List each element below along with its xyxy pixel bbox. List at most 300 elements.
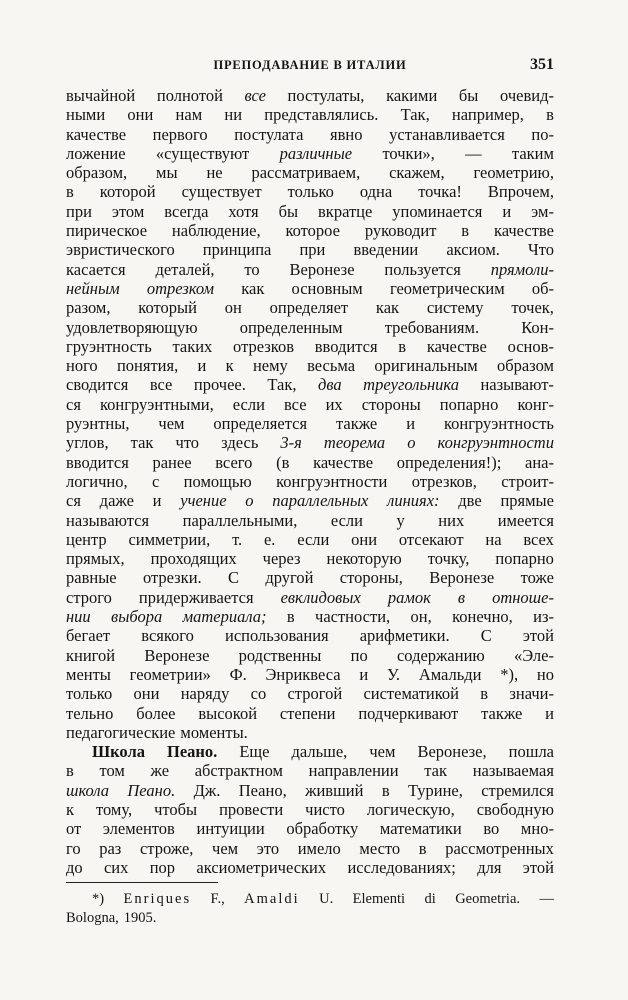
word: явно: [330, 124, 363, 144]
text-line: [66, 646, 554, 665]
word: который: [138, 298, 197, 318]
word: то: [244, 259, 260, 279]
text-line: [66, 588, 554, 607]
word: имело: [297, 838, 341, 858]
word: в: [286, 607, 295, 627]
text-line: [66, 800, 554, 819]
word: прямых,: [66, 549, 125, 569]
word: *),: [500, 664, 519, 684]
word: частности,: [315, 607, 391, 627]
word: называются: [66, 510, 150, 530]
text-line: [66, 665, 554, 684]
text-line: [66, 530, 554, 549]
word: отсекают: [398, 529, 464, 549]
word: конечно,: [452, 607, 513, 627]
text-line: [66, 240, 554, 259]
word: если: [330, 510, 363, 530]
word: качестве: [66, 124, 127, 144]
word: ни: [224, 105, 243, 125]
text-line: [66, 568, 554, 587]
text-line: [66, 105, 554, 124]
word: ранее: [152, 452, 192, 472]
word: в: [418, 838, 427, 858]
word: степени: [279, 703, 336, 723]
word: углов,: [66, 433, 109, 453]
text-line: [66, 356, 554, 375]
word: конгруэнтности: [437, 433, 554, 453]
word: введении: [353, 240, 419, 260]
word: педагогические: [66, 722, 176, 742]
word: ного: [66, 356, 98, 376]
word: ана-: [525, 452, 554, 472]
word: разом,: [66, 298, 111, 318]
word: первого: [152, 124, 208, 144]
word: при: [66, 201, 92, 221]
word: в: [546, 105, 554, 125]
word: во: [483, 819, 500, 839]
word: di: [424, 891, 436, 907]
word: упоминается: [392, 201, 483, 221]
text-line: [66, 375, 554, 394]
text-line: [66, 453, 554, 472]
word: абстрактном: [194, 761, 283, 781]
word: (в: [276, 452, 290, 472]
word: оригинальным: [374, 356, 478, 376]
word: какими: [386, 86, 438, 105]
word: через: [262, 549, 301, 569]
word: он: [224, 298, 242, 318]
text-line: [66, 144, 554, 163]
word: деталей,: [155, 259, 215, 279]
word: Веронезе,: [417, 742, 487, 762]
word: все: [283, 394, 307, 414]
word: придерживается: [138, 587, 254, 607]
word: только: [287, 182, 334, 202]
word: и: [152, 491, 162, 511]
word: «существуют: [155, 143, 250, 163]
word: их: [325, 394, 343, 414]
word: тому,: [96, 799, 133, 819]
word: отрезки.: [142, 568, 202, 588]
word: прямые: [500, 491, 554, 511]
word: основ-: [507, 336, 554, 356]
word: как: [241, 278, 265, 298]
word: у: [396, 510, 405, 530]
text-line: [66, 742, 554, 761]
word: рассмотренных: [445, 838, 554, 858]
text-line: [66, 723, 554, 742]
word: очевид-: [500, 86, 554, 105]
word: со: [250, 684, 267, 704]
word: Elementi: [352, 891, 406, 907]
word: попарно: [495, 549, 554, 569]
word: но: [536, 664, 554, 684]
word: здесь: [221, 433, 259, 453]
word: —: [539, 891, 554, 907]
word: они: [351, 529, 378, 549]
word: хотя: [228, 201, 259, 221]
word: параллельными,: [182, 510, 298, 530]
word: обработку: [286, 819, 359, 839]
word: школа: [66, 780, 110, 800]
word: к: [225, 356, 234, 376]
word: арифметики.: [359, 626, 450, 646]
word: стороны: [361, 394, 421, 414]
word: элементов: [102, 819, 175, 839]
word: ными: [66, 105, 106, 125]
word: провести: [219, 799, 284, 819]
word: логично,: [66, 471, 128, 491]
word: строгой: [287, 684, 343, 704]
running-head: ПРЕПОДАВАНИЕ В ИТАЛИИ: [213, 58, 407, 72]
word: —: [465, 143, 482, 163]
word: отрезков: [233, 336, 295, 356]
word: которой: [99, 182, 156, 202]
word: конг-: [517, 394, 554, 414]
word: груэнтность: [66, 336, 152, 356]
text-line: [66, 684, 554, 703]
word: на: [485, 529, 502, 549]
word: полнотой: [156, 86, 223, 105]
text-line: [66, 781, 554, 800]
word: геометрии»: [129, 664, 211, 684]
word: эм-: [531, 201, 554, 221]
word: с: [151, 471, 160, 491]
text-line: [66, 163, 554, 182]
word: Кон-: [521, 317, 554, 337]
word: вычайной: [66, 86, 136, 105]
word: нему: [252, 356, 288, 376]
word: Так,: [400, 105, 430, 125]
word: понятия,: [116, 356, 179, 376]
word: проходящих: [150, 549, 237, 569]
word: он,: [410, 607, 432, 627]
word: все: [149, 375, 173, 395]
word: Что: [528, 240, 554, 260]
word: по: [350, 645, 368, 665]
text-line: [66, 337, 554, 356]
word: существует: [181, 182, 262, 202]
word: что: [175, 433, 200, 453]
word: таким: [511, 143, 554, 163]
text-line: [66, 511, 554, 530]
word: сводится: [66, 375, 129, 395]
word: помощью: [183, 471, 252, 491]
word: как: [375, 298, 400, 318]
word: наряду: [180, 684, 230, 704]
word: Так,: [267, 375, 297, 395]
word: Пеано.: [167, 742, 218, 762]
word: принципа: [202, 240, 272, 260]
word: Энриквеса: [265, 664, 341, 684]
word: пор: [149, 857, 176, 877]
word: т.: [232, 529, 243, 549]
word: нейным: [66, 278, 120, 298]
word: Amaldi: [244, 891, 300, 907]
word: стремился: [481, 780, 554, 800]
word: и: [502, 201, 512, 221]
word: это: [256, 838, 280, 858]
word: моменты.: [180, 722, 248, 742]
word: использования: [225, 626, 329, 646]
word: определяет: [269, 298, 349, 318]
word: Турине,: [407, 780, 463, 800]
word: содержанию: [396, 645, 485, 665]
word: материала;: [182, 607, 267, 627]
word: симметрии,: [128, 529, 211, 549]
word: также: [335, 414, 378, 434]
word: пользуется: [384, 259, 461, 279]
word: живший: [305, 780, 364, 800]
word: место: [359, 838, 401, 858]
word: таких: [172, 336, 213, 356]
text-line: [66, 221, 554, 240]
word: этой: [522, 857, 554, 877]
text-line: [66, 202, 554, 221]
word: Веронезе: [289, 259, 355, 279]
word: руэнтны,: [66, 414, 130, 434]
word: если: [297, 529, 330, 549]
word: мно-: [520, 819, 554, 839]
text-line: [66, 395, 554, 414]
word: например,: [451, 105, 524, 125]
text-line: [66, 626, 554, 645]
word: в: [381, 780, 390, 800]
word: интуиции: [196, 819, 265, 839]
word: этой: [522, 626, 554, 646]
word: имеется: [497, 510, 554, 530]
word: логическую,: [366, 799, 455, 819]
word: книгой: [66, 645, 116, 665]
word: для: [477, 857, 502, 877]
word: го: [66, 838, 81, 858]
word: чисто: [305, 799, 345, 819]
word: если: [232, 394, 265, 414]
word: нии: [66, 607, 91, 627]
word: нам: [175, 105, 203, 125]
word: строже,: [139, 838, 194, 858]
word: образом,: [66, 163, 128, 183]
word: конгруэнтности: [276, 471, 388, 491]
word: о: [407, 433, 416, 453]
word: определенным: [239, 317, 343, 337]
word: U.: [319, 891, 334, 907]
word: другой: [265, 568, 314, 588]
word: подчеркивают: [358, 703, 459, 723]
word: чем: [158, 414, 185, 434]
word: Geometria.: [455, 891, 521, 907]
word: которое: [285, 221, 340, 241]
word: F.,: [210, 891, 225, 907]
word: эвристического: [66, 240, 175, 260]
word: более: [136, 703, 176, 723]
word: значи-: [509, 684, 554, 704]
text-line: [66, 472, 554, 491]
word: бы: [278, 201, 299, 221]
word: раз: [99, 838, 122, 858]
word: *): [92, 891, 105, 907]
word: точку,: [427, 549, 470, 569]
word: касается: [66, 259, 126, 279]
word: пошла: [508, 742, 554, 762]
word: всегда: [164, 201, 209, 221]
word: точки»,: [382, 143, 435, 163]
word: 1905.: [123, 910, 157, 926]
word: и: [406, 414, 416, 434]
word: прочее.: [193, 375, 246, 395]
word: пирическое: [66, 221, 148, 241]
word: удовлетворяющую: [66, 317, 198, 337]
word: одна: [359, 182, 393, 202]
word: и: [197, 356, 207, 376]
word: строго: [66, 587, 112, 607]
word: евклидовых: [280, 587, 361, 607]
word: родственны: [238, 645, 322, 665]
word: бегает: [66, 626, 111, 646]
word: наблюдение,: [171, 221, 261, 241]
footnote-rule: [66, 882, 218, 883]
word: только: [66, 684, 113, 704]
word: постулата: [234, 124, 304, 144]
word: исследованиях;: [347, 857, 456, 877]
word: равные: [66, 568, 117, 588]
word: качестве: [426, 336, 487, 356]
word: в: [457, 587, 466, 607]
word: Пеано.: [127, 780, 176, 800]
word: не: [206, 163, 223, 183]
word: точка!: [418, 182, 462, 202]
word: математики: [379, 819, 462, 839]
word: ложение: [66, 143, 126, 163]
word: С: [480, 626, 492, 646]
word: они: [133, 684, 160, 704]
page-header: [66, 52, 554, 78]
word: отрезком: [146, 278, 215, 298]
word: так: [130, 433, 154, 453]
word: дальше,: [291, 742, 348, 762]
word: Пеано,: [238, 780, 287, 800]
word: тельно: [66, 703, 114, 723]
word: Ф.: [229, 664, 247, 684]
word: от: [66, 819, 82, 839]
word: аксиом.: [446, 240, 500, 260]
word: бы: [458, 86, 479, 105]
word: рамок: [387, 587, 431, 607]
word: Еще: [239, 742, 270, 762]
word: и: [545, 703, 554, 723]
text-line: [66, 86, 554, 105]
text-line: [66, 761, 554, 780]
text-line: [66, 414, 554, 433]
word: учение: [180, 491, 227, 511]
word: параллельных: [272, 491, 369, 511]
word: тоже: [520, 568, 554, 588]
word: точек,: [511, 298, 554, 318]
word: треугольника: [363, 375, 459, 395]
text-line: [66, 549, 554, 568]
text-line: [66, 125, 554, 144]
word: из-: [533, 607, 554, 627]
text-line: [66, 491, 554, 510]
word: Впрочем,: [487, 182, 554, 202]
word: отноше-: [492, 587, 554, 607]
word: определения!);: [396, 452, 502, 472]
word: Веронезе: [429, 568, 495, 588]
word: скажем,: [389, 163, 445, 183]
text-line: [66, 607, 554, 626]
word: ся: [66, 394, 81, 414]
word: выбора: [111, 607, 163, 627]
text-line: [66, 318, 554, 337]
word: устанавливается: [389, 124, 505, 144]
word: вводится: [314, 336, 378, 356]
word: так: [424, 761, 448, 781]
word: мы: [156, 163, 178, 183]
word: представлялись.: [264, 105, 379, 125]
word: прямоли-: [490, 259, 554, 279]
word: систематикой: [363, 684, 459, 704]
word: чем: [369, 742, 396, 762]
word: к: [66, 799, 75, 819]
word: о: [245, 491, 254, 511]
footnote: [66, 890, 554, 928]
word: в: [398, 336, 407, 356]
word: геометрическим: [389, 278, 505, 298]
word: же: [150, 761, 170, 781]
word: менты: [66, 664, 111, 684]
word: называемая: [472, 761, 554, 781]
word: высокой: [198, 703, 258, 723]
word: Веронезе: [144, 645, 210, 665]
word: всего: [215, 452, 253, 472]
word: том: [99, 761, 125, 781]
word: Bologna,: [66, 910, 119, 926]
word: постулаты,: [287, 86, 365, 105]
word: вкратце: [318, 201, 373, 221]
word: 3-я: [280, 433, 302, 453]
word: весьма: [307, 356, 356, 376]
word: всякого: [141, 626, 194, 646]
word: требованиям.: [384, 317, 480, 337]
word: строит-: [501, 471, 554, 491]
word: основным: [291, 278, 363, 298]
word: попарно: [439, 394, 499, 414]
word: отрезков,: [411, 471, 477, 491]
word: в: [480, 684, 489, 704]
word: теорема: [323, 433, 386, 453]
body-text: [66, 86, 554, 877]
word: У.: [386, 664, 401, 684]
footnote-line: [66, 890, 554, 909]
word: некоторую: [326, 549, 402, 569]
word: систему: [426, 298, 484, 318]
word: чтобы: [154, 799, 198, 819]
text-line: [66, 182, 554, 201]
text-line: [66, 704, 554, 723]
word: рассматриваем,: [251, 163, 361, 183]
word: аксиометрических: [196, 857, 327, 877]
word: все: [244, 86, 266, 105]
word: руководит: [364, 221, 437, 241]
word: два: [318, 375, 342, 395]
word: при: [299, 240, 326, 260]
word: различные: [279, 143, 353, 163]
word: до: [66, 857, 83, 877]
word: называют-: [480, 375, 554, 395]
page-number: 351: [530, 56, 554, 73]
word: две: [458, 491, 482, 511]
word: конгруэнтными,: [99, 394, 214, 414]
